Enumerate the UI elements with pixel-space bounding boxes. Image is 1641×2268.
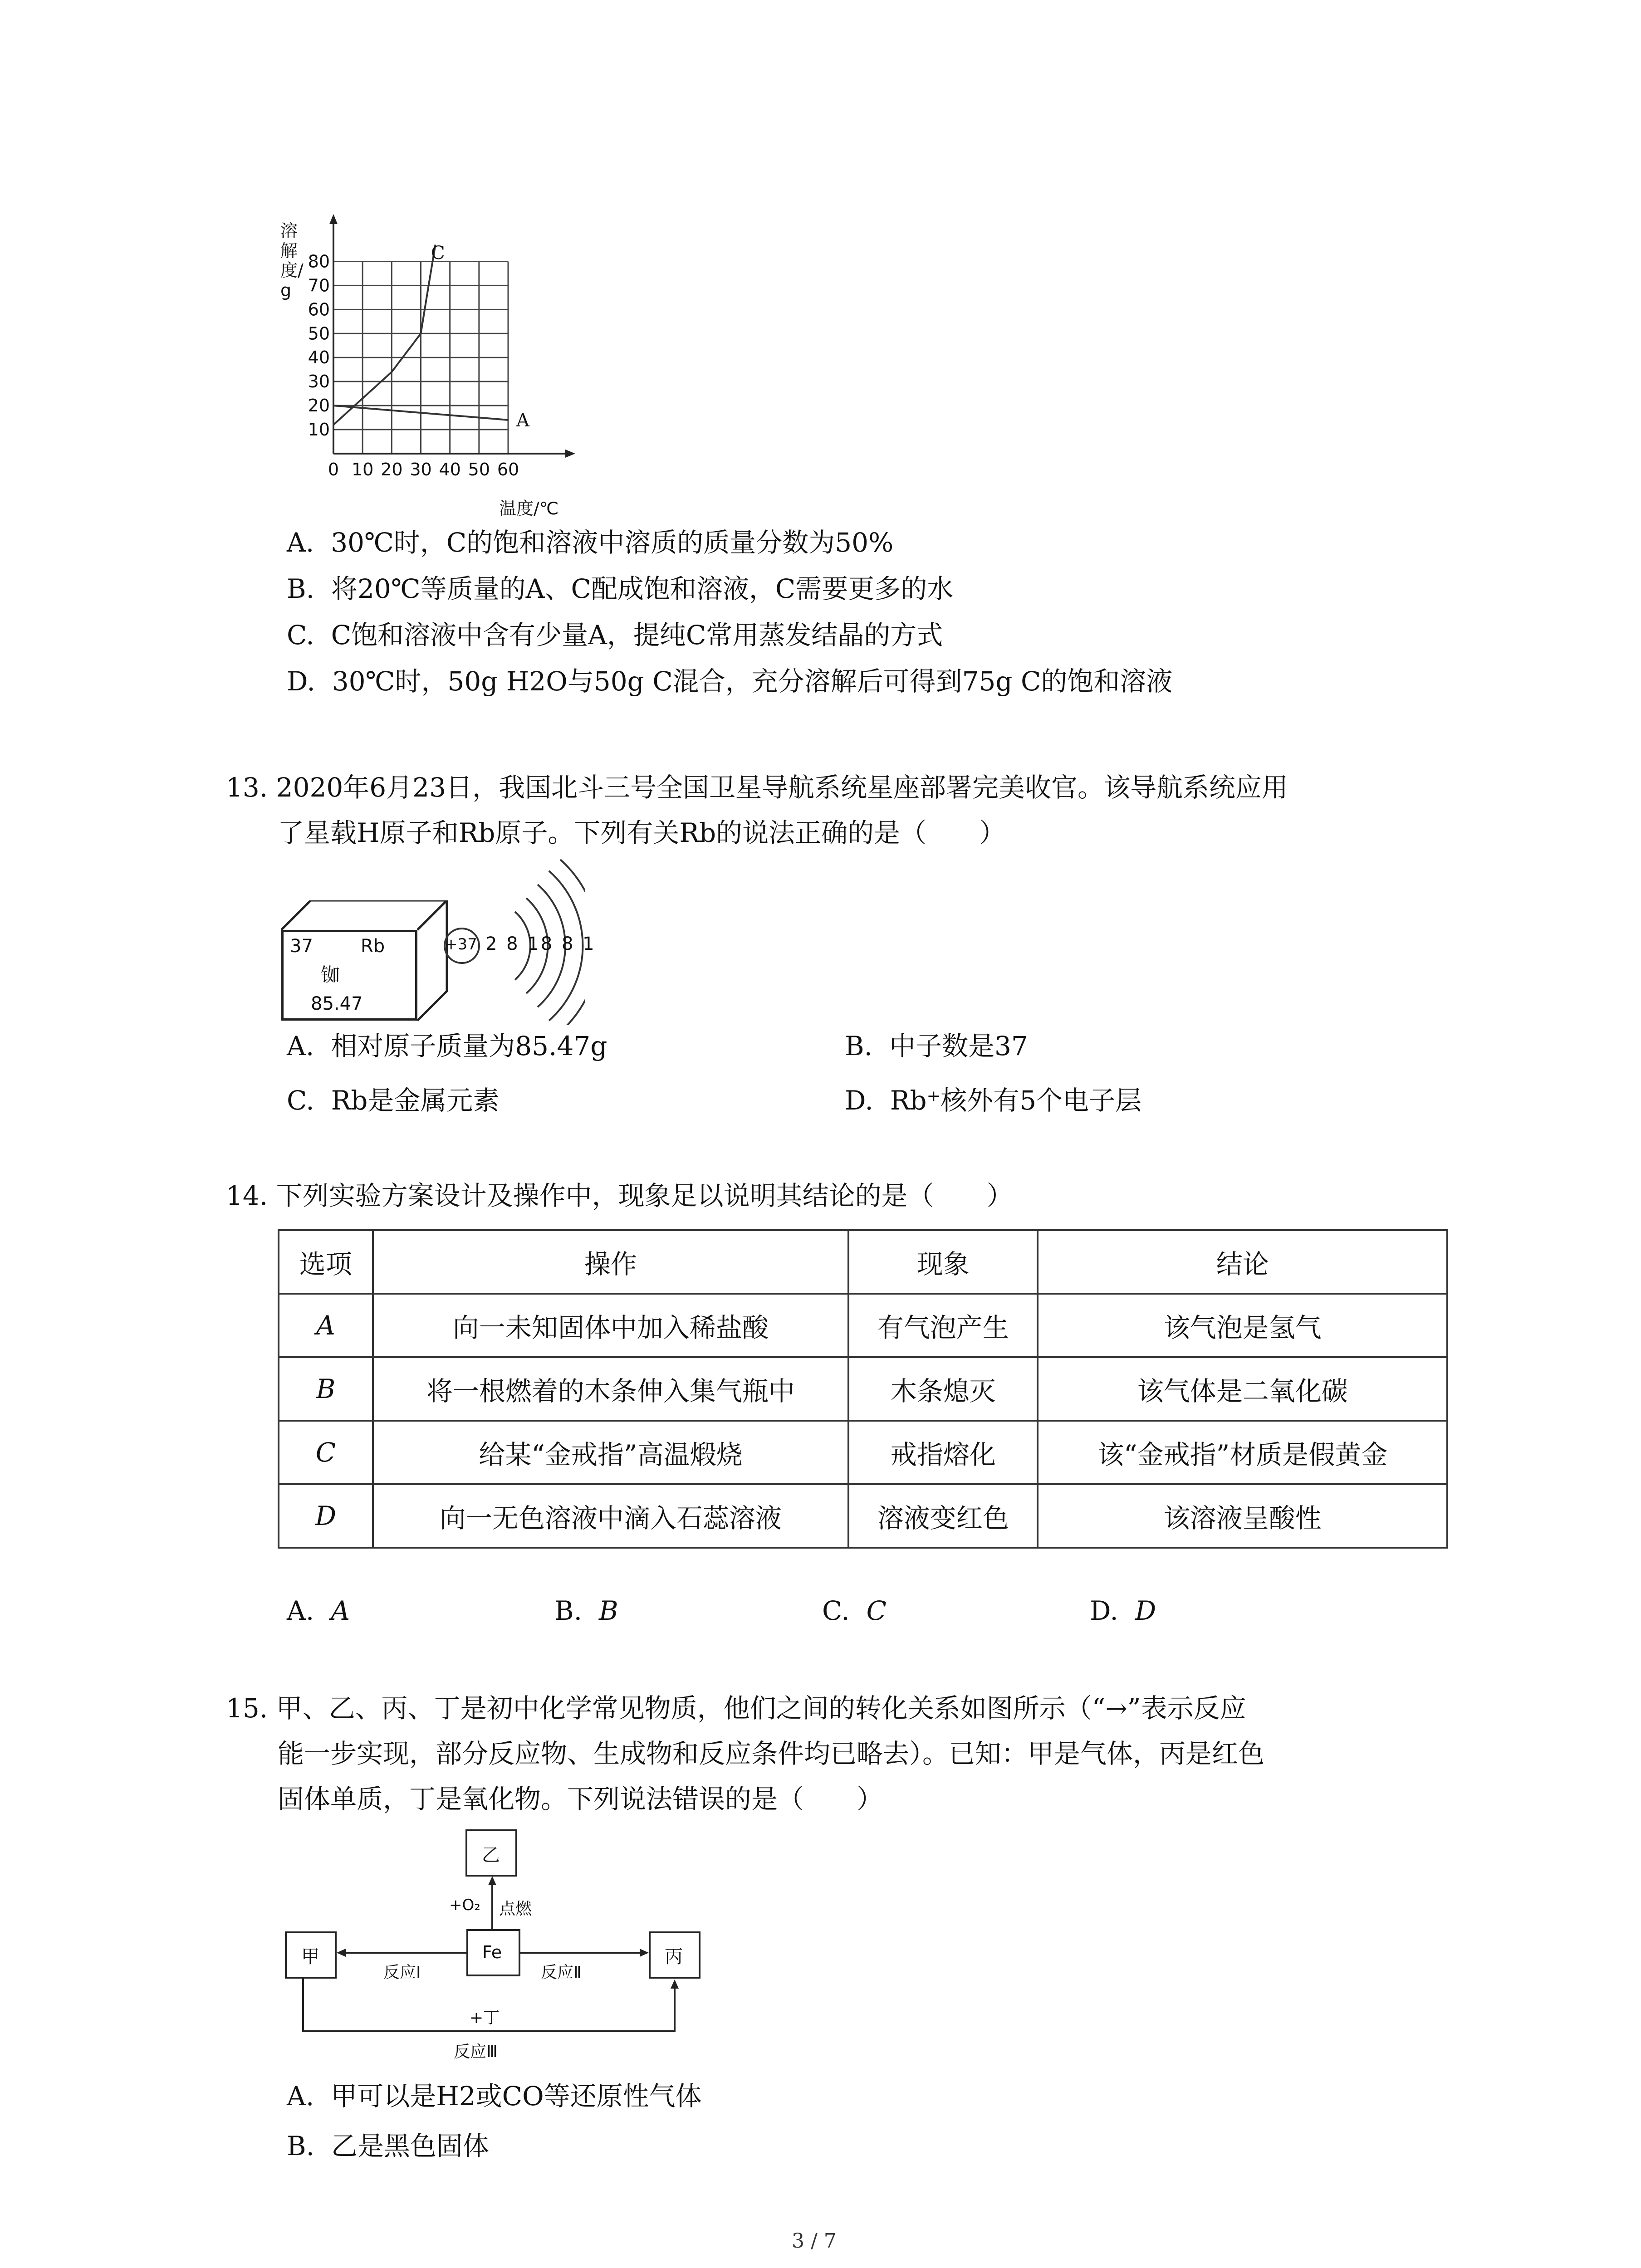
chart-grid bbox=[333, 261, 508, 454]
label-ding: +丁 bbox=[470, 2009, 500, 2027]
element-symbol: Rb bbox=[361, 936, 385, 957]
y-tick-label: 80 bbox=[308, 251, 330, 272]
q15-option-b bbox=[287, 2130, 489, 2163]
q14-stem: 14. 下列实验方案设计及操作中，现象足以说明其结论的是（ ） bbox=[226, 1180, 1013, 1211]
chart-axes bbox=[329, 214, 575, 458]
label-yi: 乙 bbox=[482, 1845, 500, 1866]
option-label: A. bbox=[287, 527, 314, 558]
x-tick-label: 60 bbox=[497, 459, 519, 479]
label-reaction-1: 反应Ⅰ bbox=[383, 1963, 421, 1982]
q15-stem-line3: 固体单质，丁是氧化物。下列说法错误的是（ ） bbox=[278, 1784, 883, 1814]
option-label: B. bbox=[287, 573, 315, 604]
option-label: B. bbox=[845, 1031, 873, 1061]
option-text: C饱和溶液中含有少量A，提纯C常用蒸发结晶的方式 bbox=[331, 620, 943, 650]
q13-stem-line1: 13. 2020年6月23日，我国北斗三号全国卫星导航系统星座部署完美收官。该导航系统应用 bbox=[226, 772, 1288, 803]
label-o2: +O₂ bbox=[449, 1896, 480, 1914]
table-row bbox=[279, 1294, 1447, 1357]
option-text: B bbox=[598, 1595, 618, 1626]
table-header-cell: 结论 bbox=[1038, 1230, 1447, 1294]
table-cell: 戒指熔化 bbox=[848, 1421, 1038, 1484]
x-tick-label: 40 bbox=[439, 459, 461, 479]
y-tick-label: 60 bbox=[308, 299, 330, 320]
curve-C bbox=[333, 244, 436, 425]
element-number: 37 bbox=[290, 936, 313, 957]
table-header-cell: 现象 bbox=[848, 1230, 1038, 1294]
table-row bbox=[279, 1421, 1447, 1484]
label-fe: Fe bbox=[482, 1942, 502, 1962]
option-text: 乙是黑色固体 bbox=[331, 2131, 489, 2161]
option-text: A bbox=[331, 1595, 350, 1626]
table-header-cell: 选项 bbox=[279, 1230, 373, 1294]
option-text: 30℃时，C的饱和溶液中溶质的质量分数为50% bbox=[331, 527, 894, 558]
q13-option-a bbox=[287, 1030, 607, 1063]
chart-y-label: 溶解度/g bbox=[280, 221, 304, 301]
option-text: 将20℃等质量的A、C配成饱和溶液，C需要更多的水 bbox=[331, 573, 954, 604]
label-jia: 甲 bbox=[301, 1946, 319, 1967]
experiment-table bbox=[278, 1229, 1448, 1549]
table-cell: 该气体是二氧化碳 bbox=[1038, 1357, 1447, 1421]
table-cell: 向一未知固体中加入稀盐酸 bbox=[373, 1294, 848, 1357]
table-row bbox=[279, 1484, 1447, 1548]
table-cell: D bbox=[279, 1484, 373, 1548]
q13-option-c bbox=[287, 1084, 499, 1117]
table-cell: 有气泡产生 bbox=[848, 1294, 1038, 1357]
option-text: Rb⁺核外有5个电子层 bbox=[890, 1085, 1142, 1116]
label-reaction-3: 反应Ⅲ bbox=[454, 2043, 498, 2061]
q15-stem-line1: 15. 甲、乙、丙、丁是初中化学常见物质，他们之间的转化关系如图所示（“→”表示反应 bbox=[226, 1693, 1246, 1724]
q14-option-c bbox=[822, 1594, 887, 1628]
series-label-C: C bbox=[431, 243, 445, 264]
q14-option-a bbox=[287, 1594, 350, 1628]
label-bing: 丙 bbox=[665, 1946, 683, 1967]
q14-option-d bbox=[1090, 1594, 1156, 1628]
label-ignite: 点燃 bbox=[499, 1900, 532, 1918]
q13-option-d bbox=[845, 1084, 1141, 1117]
y-tick-label: 30 bbox=[308, 371, 330, 392]
option-text: 甲可以是H2或CO等还原性气体 bbox=[331, 2081, 702, 2112]
table-header-cell: 操作 bbox=[373, 1230, 848, 1294]
option-text: C bbox=[866, 1595, 887, 1626]
table-row bbox=[279, 1357, 1447, 1421]
option-label: C. bbox=[822, 1595, 850, 1626]
option-text: 相对原子质量为85.47g bbox=[331, 1031, 607, 1061]
table-cell: 将一根燃着的木条伸入集气瓶中 bbox=[373, 1357, 848, 1421]
label-reaction-2: 反应Ⅱ bbox=[541, 1963, 582, 1982]
option-label: B. bbox=[554, 1595, 583, 1626]
q15-option-a bbox=[287, 2080, 702, 2113]
y-tick-label: 40 bbox=[308, 347, 330, 368]
y-tick-label: 70 bbox=[308, 275, 330, 296]
y-tick-label: 50 bbox=[308, 323, 330, 344]
option-label: A. bbox=[287, 1031, 314, 1061]
element-mass: 85.47 bbox=[311, 993, 363, 1014]
series-label-A: A bbox=[516, 410, 529, 431]
element-card-3d-edge bbox=[281, 900, 454, 1023]
option-label: A. bbox=[287, 1595, 314, 1626]
q12-option-b bbox=[287, 572, 953, 606]
table-cell: A bbox=[279, 1294, 373, 1357]
option-label: C. bbox=[287, 620, 314, 650]
q13-option-b bbox=[845, 1030, 1028, 1063]
y-axis-arrow bbox=[329, 214, 338, 224]
x-tick-label: 0 bbox=[328, 459, 339, 479]
electron-shells: 2 8 18 8 1 bbox=[485, 934, 596, 954]
option-label: D. bbox=[287, 666, 315, 697]
table-cell: 该“金戒指”材质是假黄金 bbox=[1038, 1421, 1447, 1484]
q12-option-a bbox=[287, 526, 893, 559]
table-cell: 溶液变红色 bbox=[848, 1484, 1038, 1548]
y-tick-label: 10 bbox=[308, 420, 330, 440]
option-label: B. bbox=[287, 2131, 315, 2161]
q13-stem-line2: 了星载H原子和Rb原子。下列有关Rb的说法正确的是（ ） bbox=[278, 817, 1006, 848]
table-cell: 该溶液呈酸性 bbox=[1038, 1484, 1447, 1548]
option-label: A. bbox=[287, 2081, 314, 2112]
chart-x-label: 温度/℃ bbox=[499, 499, 559, 518]
option-label: C. bbox=[287, 1085, 314, 1116]
option-label: D. bbox=[845, 1085, 873, 1116]
table-cell: 给某“金戒指”高温煅烧 bbox=[373, 1421, 848, 1484]
page-number: 3 / 7 bbox=[792, 2229, 837, 2253]
table-cell: 向一无色溶液中滴入石蕊溶液 bbox=[373, 1484, 848, 1548]
q12-option-c bbox=[287, 619, 943, 652]
table-cell: 木条熄灭 bbox=[848, 1357, 1038, 1421]
q12-option-d bbox=[287, 665, 1172, 698]
x-tick-label: 20 bbox=[381, 459, 403, 479]
option-text: D bbox=[1135, 1595, 1156, 1626]
x-axis-arrow bbox=[565, 450, 575, 458]
nucleus-charge: +37 bbox=[445, 935, 477, 953]
option-text: Rb是金属元素 bbox=[331, 1085, 500, 1116]
option-text: 30℃时，50g H2O与50g C混合，充分溶解后可得到75g C的饱和溶液 bbox=[332, 666, 1173, 697]
x-tick-label: 30 bbox=[410, 459, 432, 479]
option-text: 中子数是37 bbox=[889, 1031, 1028, 1061]
table-cell: B bbox=[279, 1357, 373, 1421]
x-tick-label: 10 bbox=[351, 459, 374, 479]
table-header-row bbox=[279, 1230, 1447, 1294]
solubility-chart bbox=[272, 213, 599, 522]
table-cell: 该气泡是氢气 bbox=[1038, 1294, 1447, 1357]
option-label: D. bbox=[1090, 1595, 1118, 1626]
element-name: 铷 bbox=[321, 964, 340, 986]
y-tick-label: 20 bbox=[308, 396, 330, 416]
q15-stem-line2: 能一步实现，部分反应物、生成物和反应条件均已略去）。已知：甲是气体，丙是红色 bbox=[278, 1738, 1265, 1769]
q14-option-b bbox=[554, 1594, 618, 1628]
x-tick-label: 50 bbox=[468, 459, 490, 479]
table-cell: C bbox=[279, 1421, 373, 1484]
